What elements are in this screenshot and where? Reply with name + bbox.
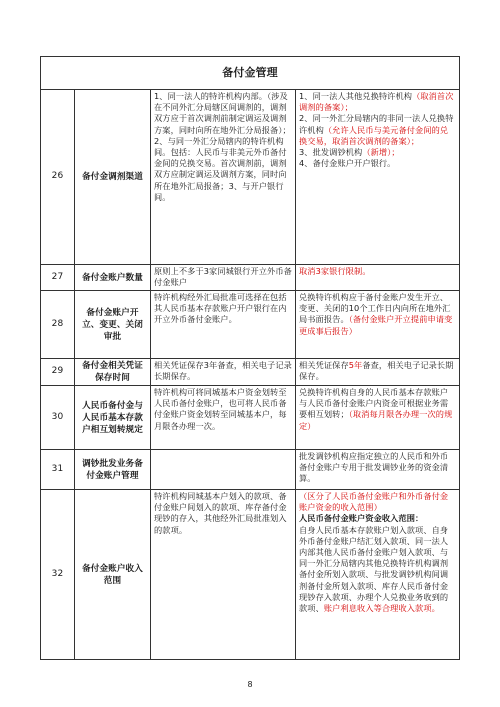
table-title: 备付金管理 bbox=[41, 57, 460, 90]
change-note: （备付金账户开立提前申请变更成事后报告） bbox=[299, 314, 453, 336]
rule-text: 相关凭证保存 bbox=[299, 360, 349, 370]
page-number: 8 bbox=[247, 680, 253, 689]
old-rule-cell: 相关凭证保存3年备查，相关电子记录长期保存。 bbox=[151, 359, 296, 386]
rule-text: 2、同一外汇分局辖内的非同一法人兑换特许机构 bbox=[299, 113, 454, 135]
row-name: 备付金账户数量 bbox=[75, 265, 151, 291]
new-rule-cell bbox=[296, 359, 460, 386]
change-note: 5年 bbox=[348, 360, 363, 370]
old-rule-cell: 特许机构经外汇局批准可选择在包括其人民币基本存款账户开户银行在内开立外币备付金账户。 bbox=[151, 291, 296, 359]
table-row bbox=[41, 490, 460, 660]
table-row bbox=[41, 291, 460, 359]
change-note: 账户利息收入等合理收入款项。 bbox=[323, 603, 440, 614]
table-row bbox=[41, 450, 460, 490]
new-rule-cell: 批发调钞机构应指定独立的人民币和外币备付金账户专用于批发调钞业务的资金清算。 bbox=[296, 450, 460, 490]
table-row bbox=[41, 265, 460, 291]
new-rule-cell bbox=[296, 291, 460, 359]
old-rule-cell bbox=[151, 450, 296, 490]
row-name: 备付金账户收入范围 bbox=[75, 490, 151, 660]
section-heading: 人民币备付金账户资金收入范围： bbox=[299, 513, 424, 524]
change-note: （取消首次调剂的备案）； bbox=[299, 91, 454, 113]
new-rule-cell bbox=[296, 90, 460, 265]
row-number: 27 bbox=[41, 265, 75, 291]
row-number: 32 bbox=[41, 490, 75, 660]
row-name: 人民币备付金与人民币基本存款户相互划转规定 bbox=[75, 386, 151, 450]
new-rule-cell bbox=[296, 490, 460, 660]
old-rule-cell: 特许机构可将同城基本户资金划转至人民币备付金账户，也可将人民币备付金账户资金划转至同城基本户，每月限各办理一次。 bbox=[151, 386, 296, 450]
change-note: （取消每月限各办理一次的规定） bbox=[299, 409, 453, 431]
row-name: 备付金调剂渠道 bbox=[75, 90, 151, 265]
rule-text: 兑换特许机构自身的人民币基本存款账户与人民币备付金账户内资金可根据业务需要相互划转； bbox=[299, 387, 449, 420]
table-row bbox=[41, 359, 460, 386]
row-number: 30 bbox=[41, 386, 75, 450]
change-note: （允许人民币与美元备付金间的兑换交易，取消首次调剂的备案）； bbox=[299, 124, 449, 146]
change-note: （区分了人民币备付金账户和外币备付金账户资金的收入范围） bbox=[299, 491, 449, 513]
table-row bbox=[41, 90, 460, 265]
table-row bbox=[41, 386, 460, 450]
row-name: 调钞批发业务备付金账户管理 bbox=[75, 450, 151, 490]
rule-text: 备查，相关电子记录长期保存。 bbox=[299, 360, 454, 382]
old-rule-cell: 原则上不多于3家同城银行开立外币备付金账户 bbox=[151, 265, 296, 291]
rule-text: 自身人民币基本存款账户划入款项、自身外币备付金账户结汇划入款项、同一法人内部其他人民币备付金账户划入款项、与同一外汇分局辖内其他兑换特许机构调剂备付金所划入款项、与批发调钞机构间调剂备付金所划入款项、库存人民币备付金现钞存入款项、办理个人兑换业务收到的款项、 bbox=[299, 524, 449, 614]
policy-table bbox=[40, 56, 460, 660]
rule-text: 兑换特许机构应于备付金账户发生开立、变更、关闭的10个工作日内向所在地外汇局书面报告。 bbox=[299, 292, 451, 325]
new-rule-cell bbox=[296, 386, 460, 450]
rule-text: 4、备付金账户开户银行。 bbox=[299, 158, 396, 169]
new-rule-cell: 取消3家银行限制。 bbox=[296, 265, 460, 291]
old-rule-cell: 特许机构同城基本户划入的款项、备付金账户间划入的款项、库存备付金现钞的存入，其他经外汇局批准划入的款项。 bbox=[151, 490, 296, 660]
rule-text: 3、批发调钞机构 bbox=[299, 147, 363, 158]
row-number: 31 bbox=[41, 450, 75, 490]
rule-text: 1、同一法人其他兑换特许机构 bbox=[299, 91, 413, 101]
row-name: 备付金相关凭证保存时间 bbox=[75, 359, 151, 386]
row-number: 26 bbox=[41, 90, 75, 265]
row-number: 29 bbox=[41, 359, 75, 386]
change-note: （新增）； bbox=[362, 147, 400, 158]
old-rule-cell: 1、同一法人的特许机构内部。（涉及在不同外汇分局辖区间调剂的，调剂双方应于首次调剂前制定调运及调剂方案，同时向所在地外汇分局报备）；2、与同一外汇分局辖内的特许机构间。包括：人民币与非美元外币备付金间的兑换交易。首次调剂前，调剂双方应制定调运及调剂方案，同时向所在地外汇局报备；3、与开户银行间。 bbox=[151, 90, 296, 265]
row-number: 28 bbox=[41, 291, 75, 359]
row-name: 备付金账户开立、变更、关闭审批 bbox=[75, 291, 151, 359]
